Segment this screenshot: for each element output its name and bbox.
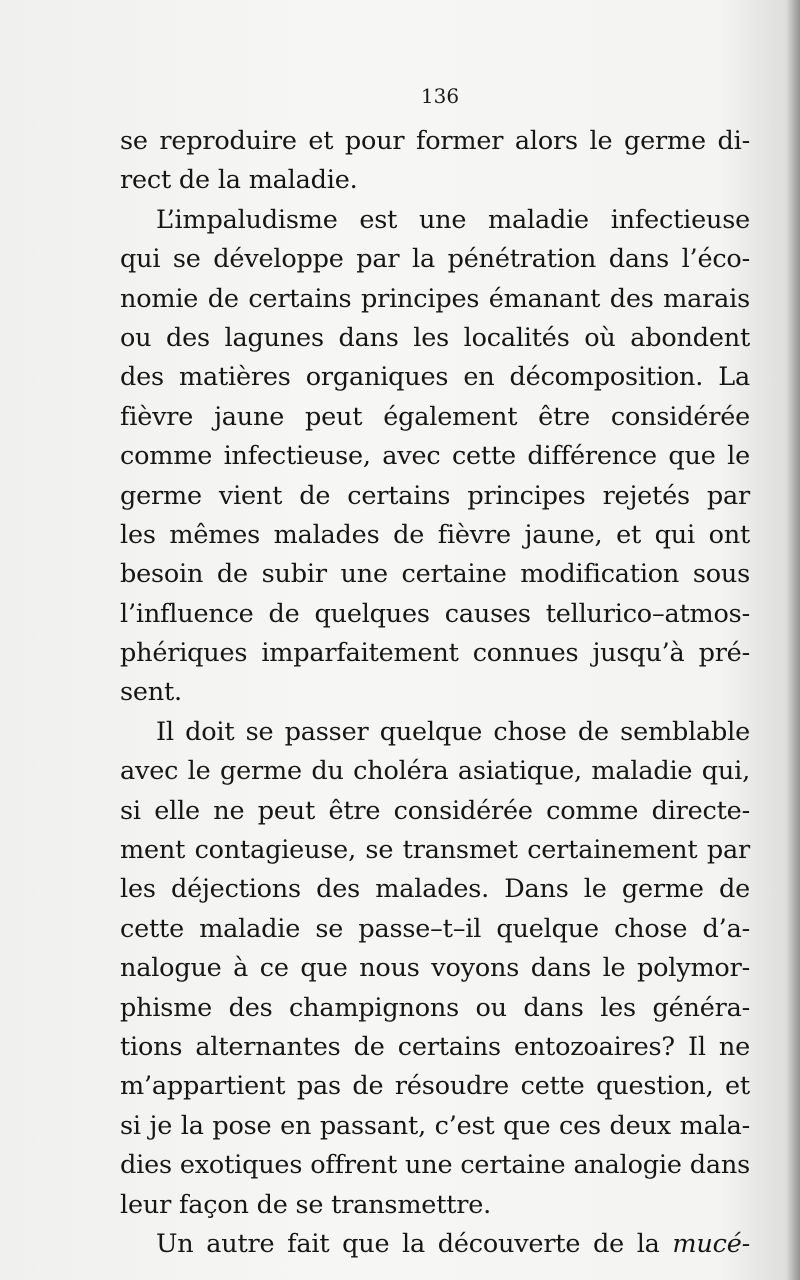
text-line: leur façon de se transmettre. <box>120 1189 492 1220</box>
text-line: phisme des champignons ou dans les généra- <box>120 992 750 1023</box>
text-line: germe vient de certains principes rejetés par <box>120 480 750 511</box>
text-line: ou des lagunes dans les localités où abondent <box>120 322 750 353</box>
text-line-start: Un autre fait que la découverte de la <box>156 1228 673 1259</box>
text-line: les mêmes malades de fièvre jaune, et qui ont <box>120 519 750 550</box>
text-line: avec le germe du choléra asiatique, maladie qui, <box>120 756 750 787</box>
text-line: tions alternantes de certains entozoaires? Il ne <box>120 1031 750 1062</box>
text-line: cette maladie se passe–t–il quelque chose d’a- <box>120 913 750 944</box>
text-line: nomie de certains principes émanant des marais <box>120 283 750 314</box>
text-line: si elle ne peut être considérée comme directe- <box>120 795 750 826</box>
italic-word: mucé- <box>672 1228 750 1259</box>
text-line: sent. <box>120 677 182 708</box>
text-line: besoin de subir une certaine modification sous <box>120 559 750 590</box>
text-line: phériques imparfaitement connues jusqu’à pré- <box>120 638 750 669</box>
text-line: des matières organiques en décomposition. La <box>120 362 750 393</box>
text-line: comme infectieuse, avec cette différence que le <box>120 441 750 472</box>
text-line: se reproduire et pour former alors le germe di- <box>120 126 750 156</box>
body-text <box>120 122 750 1264</box>
text-line: ment contagieuse, se transmet certainement par <box>120 835 750 866</box>
text-line: dies exotiques offrent une certaine analogie dans <box>120 1150 750 1181</box>
page-number: 136 <box>420 84 460 108</box>
text-line: si je la pose en passant, c’est que ces deux mala- <box>120 1110 750 1141</box>
text-line: rect de la maladie. <box>120 165 358 196</box>
text-line: l’influence de quelques causes tellurico–atmos- <box>120 598 750 629</box>
text-line: nalogue à ce que nous voyons dans le polymor- <box>120 953 750 984</box>
text-line: fièvre jaune peut également être considérée <box>120 401 750 432</box>
text-line: qui se développe par la pénétration dans l’éco- <box>120 244 750 275</box>
text-line: L’impaludisme est une maladie infectieuse <box>156 204 750 235</box>
text-line: les déjections des malades. Dans le germe de <box>120 874 750 905</box>
text-line: m’appartient pas de résoudre cette question, et <box>120 1071 750 1102</box>
text-line <box>120 1225 750 1264</box>
text-line: Il doit se passer quelque chose de semblable <box>156 716 750 747</box>
page-edge-shadow <box>786 0 800 1280</box>
